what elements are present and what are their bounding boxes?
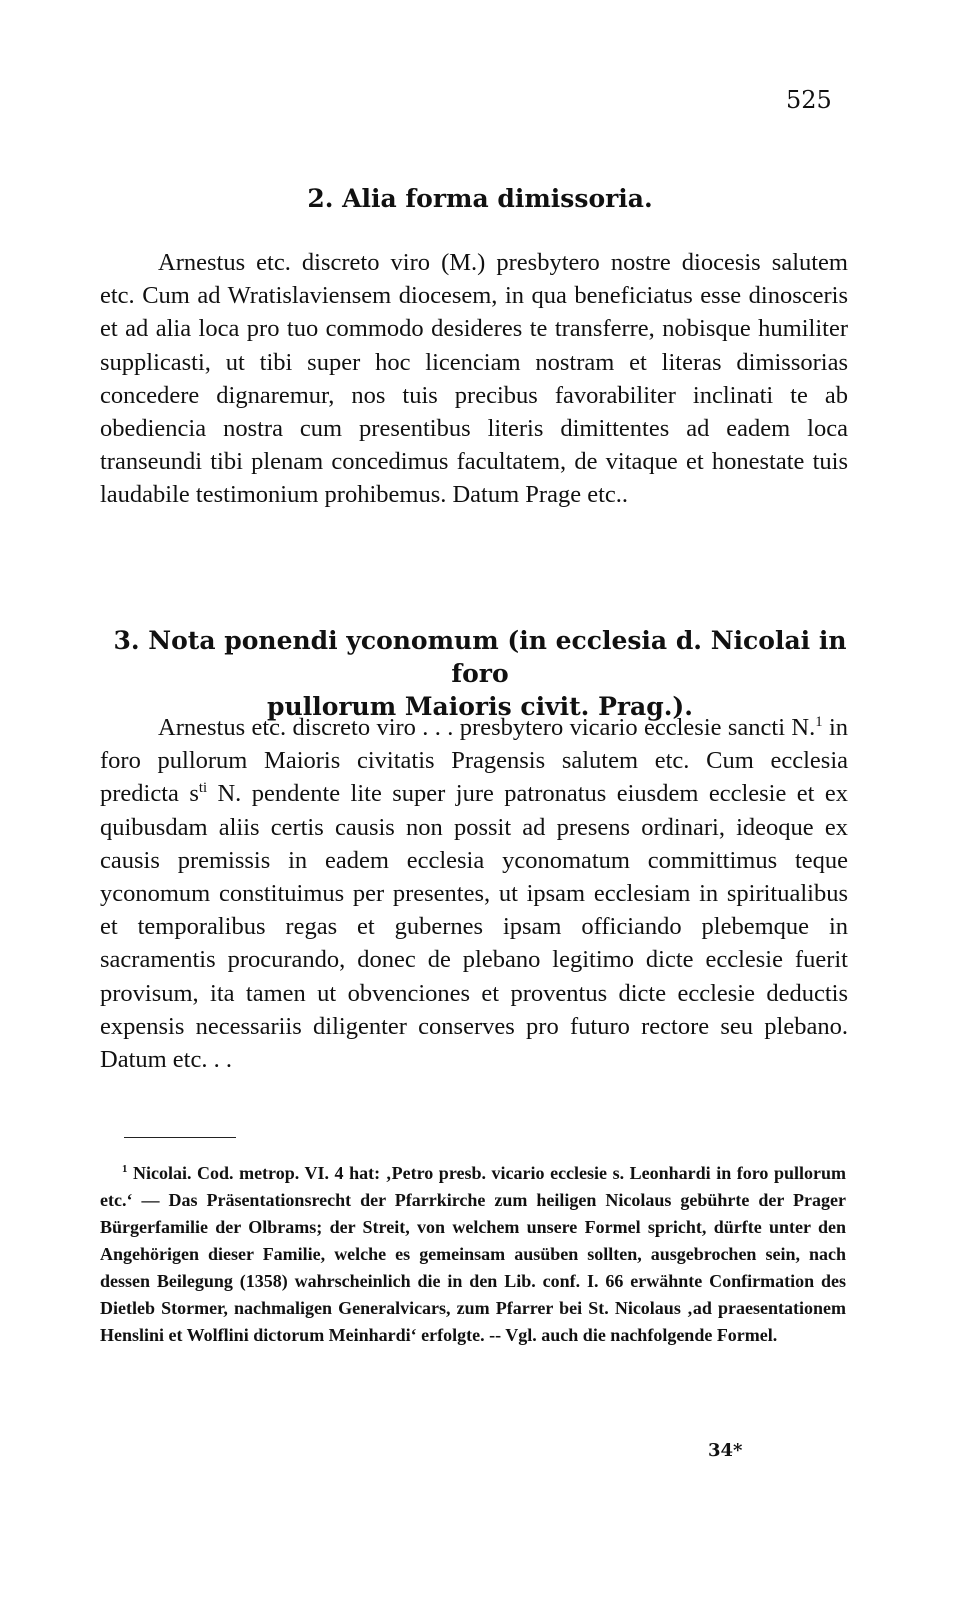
section-3-text-end: N. pendente lite super jure patronatus eiusdem ecclesie et ex quibusdam aliis certis causis non possit ad presens ordinari, ideoque ex causis premissis in eadem ecclesia yconomatum committimus teque yconomum constituimus per presentes, ut ipsam ecclesiam in spiritualibus et temporalibus regas et gubernes ipsam officiando plebemque in sacramentis procurando, donec de plebano legitimo dicte ecclesie fuerit provisum, ita tamen ut obvenciones et proventus dicte ecclesie deductis expensis necessariis diligenter conserves pro futuro rectore seu plebano. Datum etc. . .: [100, 780, 848, 1074]
section-3-text-middle: in foro pullorum Maioris civitatis Pragensis salutem etc. Cum ecclesia predicta s: [100, 714, 848, 808]
section-3-text-start: Arnestus etc. discreto viro . . . presbytero vicario ecclesie sancti N.: [158, 714, 816, 741]
footnote: [100, 1160, 846, 1349]
section-2-heading: 2. Alia forma dimissoria.: [307, 184, 653, 213]
section-3-heading-line-1: 3. Nota ponendi yconomum (in ecclesia d. Nicolai in foro: [113, 626, 847, 688]
superscript-st: ti: [198, 780, 208, 797]
footnote-text: Nicolai. Cod. metrop. VI. 4 hat: ‚Petro presb. vicario ecclesie s. Leonhardi in foro pullorum etc.‘ — Das Präsentationsrecht der Pfarrkirche zum heiligen Nicolaus gebührte der Prager Bürgerfamilie der Olbrams; der Streit, von welchem unsere Formel spricht, dürfte unter den Angehörigen dieser Familie, welche es gemeinsam ausüben sollten, ausgebrochen sein, nach dessen Beilegung (1358) wahrscheinlich die in den Lib. conf. I. 66 erwähnte Confirmation des Dietleb Stormer, nachmaligen Generalvicars, zum Pfarrer bei St. Nicolaus ‚ad praesentationem Henslini et Wolflini dictorum Meinhardi‘ erfolgte. -- Vgl. auch die nachfolgende Formel.: [100, 1163, 847, 1345]
page-number: 525: [786, 86, 832, 114]
section-3-text: [100, 711, 848, 1076]
footnote-divider: [124, 1137, 236, 1138]
footnote-marker: 1: [122, 1163, 128, 1175]
section-3-heading: [100, 624, 860, 723]
footnote-reference: 1: [815, 713, 823, 730]
section-3-heading-line-2: pullorum Maioris civit. Prag.).: [267, 692, 693, 721]
section-2-text: Arnestus etc. discreto viro (M.) presbytero nostre diocesis salutem etc. Cum ad Wratislaviensem diocesem, in qua beneficiatus esse dinosceris et ad alia loca pro tuo commodo desideres te transferre, nobisque humiliter supplicasti, ut tibi super hoc licenciam nostram et literas dimissorias concedere dignaremur, nos tuis precibus favorabiliter inclinati te ab obediencia nostra cum presentibus literis dimittentes ad eadem loca transeundi tibi plenam concedimus facultatem, de vitaque et honestate tuis laudabile testimonium prohibemus. Datum Prage etc..: [100, 249, 848, 509]
signature-mark: 34*: [708, 1440, 743, 1461]
